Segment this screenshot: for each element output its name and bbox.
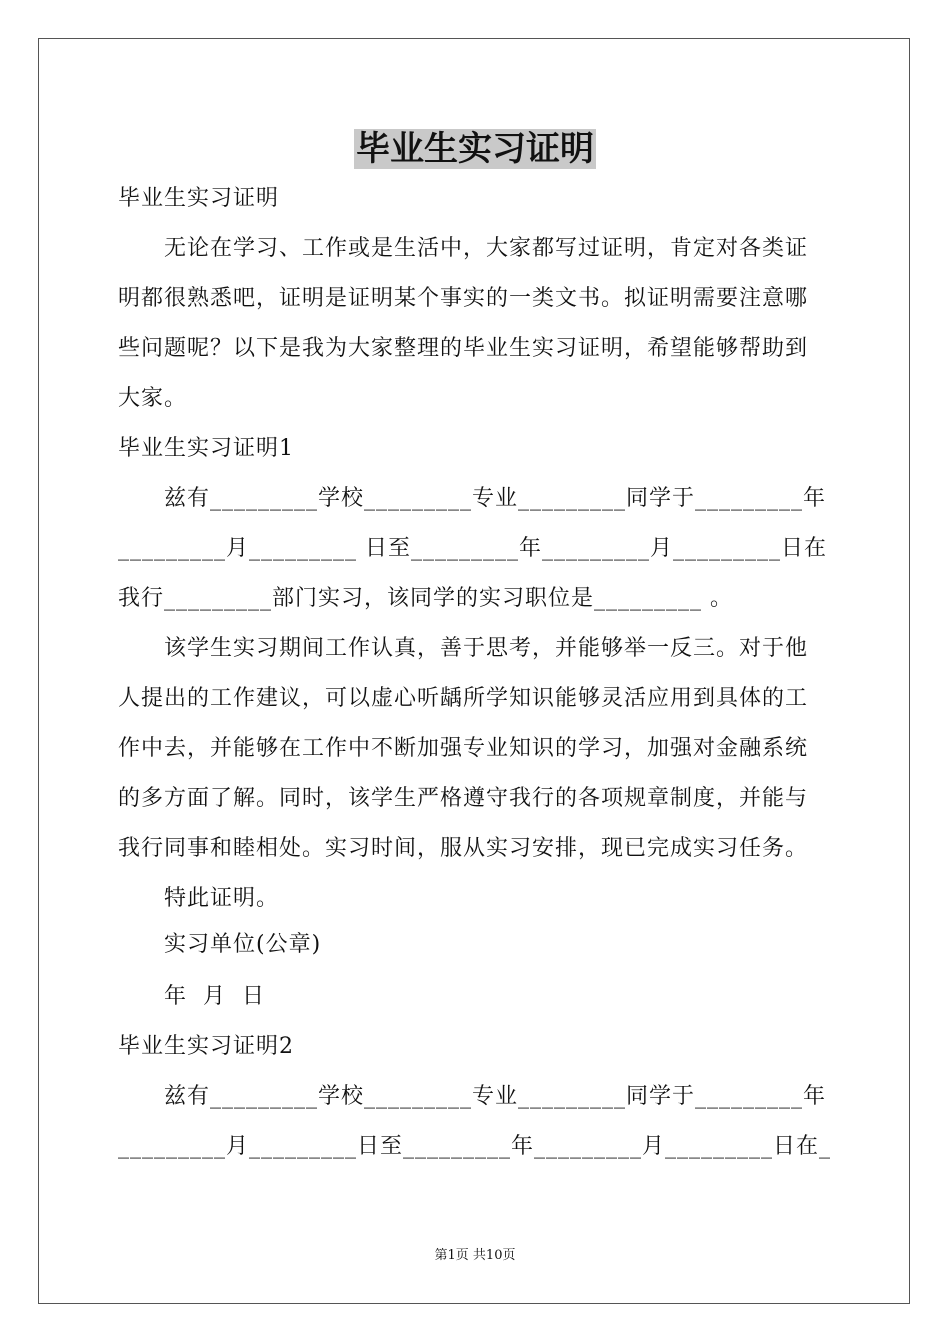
heading-line: 毕业生实习证明: [118, 186, 280, 211]
paragraph-line: 大家。: [118, 386, 188, 411]
page-footer: 第1页 共10页: [434, 1248, 516, 1263]
section-heading-2: 毕业生实习证明2: [118, 1034, 294, 1059]
form-line: 我行_________部门实习，该同学的实习职位是_________ 。: [118, 586, 733, 611]
form-line: 兹有_________学校_________专业_________同学于_________年: [164, 1084, 827, 1109]
page-border: [38, 38, 910, 1304]
signature-date: 年 月 日: [164, 984, 265, 1009]
form-line: 兹有_________学校_________专业_________同学于_________年: [164, 486, 827, 511]
paragraph-line: 该学生实习期间工作认真，善于思考，并能够举一反三。对于他: [164, 636, 809, 661]
paragraph-line: 作中去，并能够在工作中不断加强专业知识的学习，加强对金融系统: [118, 736, 809, 761]
paragraph-line: 明都很熟悉吧，证明是证明某个事实的一类文书。拟证明需要注意哪: [118, 286, 809, 311]
paragraph-line: 无论在学习、工作或是生活中，大家都写过证明，肯定对各类证: [164, 236, 809, 261]
paragraph-line: 人提出的工作建议，可以虚心听龋所学知识能够灵活应用到具体的工: [118, 686, 809, 711]
closing-line: 特此证明。: [164, 886, 280, 911]
paragraph-line: 我行同事和睦相处。实习时间，服从实习安排，现已完成实习任务。: [118, 836, 809, 861]
paragraph-line: 些问题呢？以下是我为大家整理的毕业生实习证明，希望能够帮助到: [118, 336, 809, 361]
signature-unit: 实习单位(公章): [164, 932, 322, 957]
paragraph-line: 的多方面了解。同时，该学生严格遵守我行的各项规章制度，并能与: [118, 786, 809, 811]
section-heading-1: 毕业生实习证明1: [118, 436, 294, 461]
form-line: _________月_________日至_________年_________月_________日在_: [118, 1134, 832, 1159]
form-line: _________月_________ 日至_________年_________月_________日在: [118, 536, 827, 561]
document-title: 毕业生实习证明: [356, 129, 594, 169]
